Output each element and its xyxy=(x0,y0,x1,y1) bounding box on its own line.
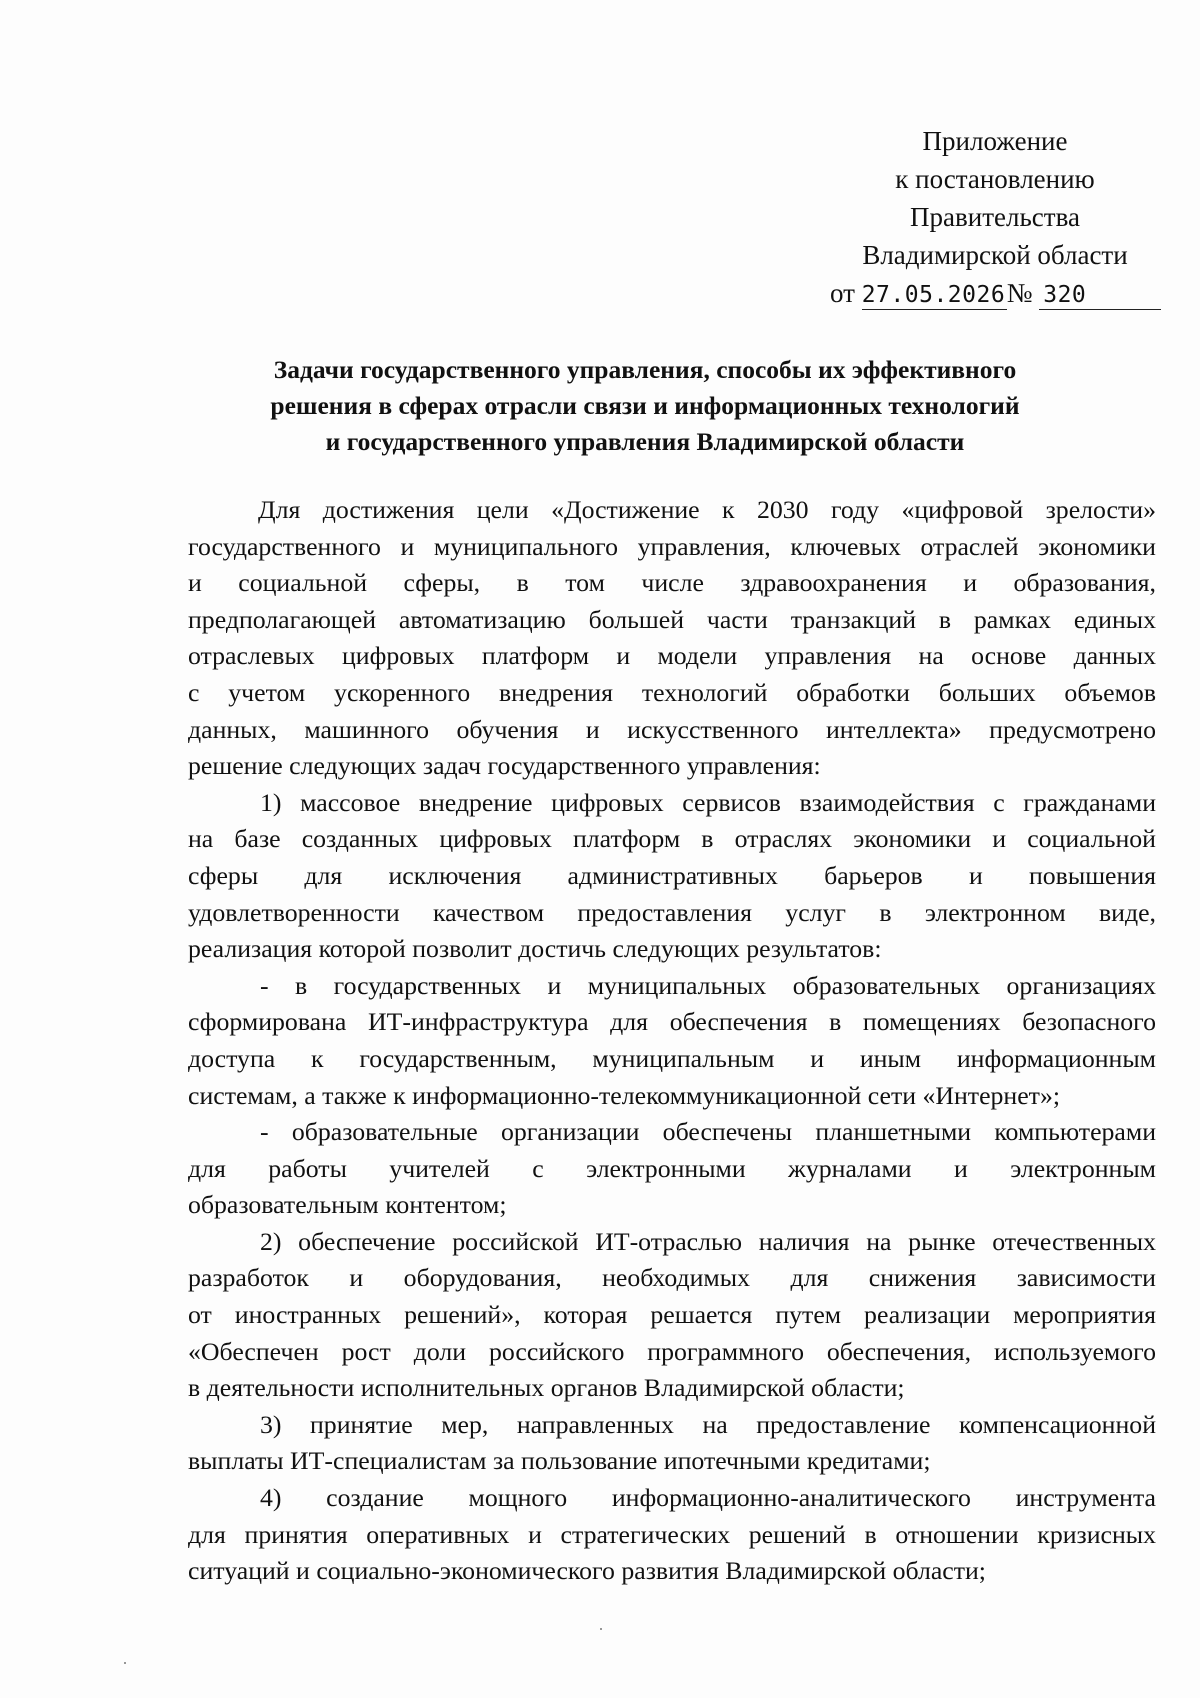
text-line: Для достижения цели «Достижение к 2030 году «цифровой зрелости» xyxy=(258,495,1156,524)
text-line: в деятельности исполнительных органов Владимирской области; xyxy=(188,1373,905,1403)
text-line: государственного и муниципального управления, ключевых отраслей экономики xyxy=(188,531,1156,561)
document-body xyxy=(188,492,1156,1590)
text-line: - образовательные организации обеспечены планшетными компьютерами xyxy=(260,1117,1156,1147)
text-line: данных, машинного обучения и искусственного интеллекта» предусмотрено xyxy=(188,714,1156,744)
title-line: решения в сферах отрасли связи и информационных технологий xyxy=(270,391,1020,420)
text-line: сферы для исключения административных барьеров и повышения xyxy=(188,860,1156,890)
text-line: сформирована ИТ-инфраструктура для обеспечения в помещениях безопасного xyxy=(188,1007,1156,1037)
decree-date: 27.05.2026 xyxy=(861,282,1006,308)
text-line: с учетом ускоренного внедрения технологий обработки больших объемов xyxy=(188,677,1156,707)
text-line: системам, а также к информационно-телекоммуникационной сети «Интернет»; xyxy=(188,1080,1061,1110)
text-line: 4) создание мощного информационно-аналитического инструмента xyxy=(260,1483,1156,1513)
text-line: доступа к государственным, муниципальным и иным информационным xyxy=(188,1043,1156,1073)
text-line: предполагающей автоматизацию большей части транзакций в рамках единых xyxy=(188,604,1156,634)
text-line: 3) принятие мер, направленных на предоставление компенсационной xyxy=(260,1409,1156,1439)
text-line: ситуаций и социально-экономического развития Владимирской области; xyxy=(188,1556,986,1586)
text-line: выплаты ИТ-специалистам за пользование ипотечными кредитами; xyxy=(188,1446,931,1476)
appendix-line: Правительства xyxy=(910,202,1080,232)
paragraph-task-1 xyxy=(188,785,1156,968)
date-prefix: от xyxy=(830,278,855,308)
text-line: удовлетворенности качеством предоставления услуг в электронном виде, xyxy=(188,897,1156,927)
decree-date-number-line xyxy=(830,274,1160,312)
appendix-line: Владимирской области xyxy=(862,240,1128,270)
paragraph-result-1 xyxy=(188,968,1156,1114)
text-line: решение следующих задач государственного управления: xyxy=(188,751,821,781)
paragraph-intro xyxy=(188,492,1156,785)
scan-speck xyxy=(600,1628,602,1630)
text-line: 1) массовое внедрение цифровых сервисов взаимодействия с гражданами xyxy=(260,787,1156,817)
text-line: - в государственных и муниципальных образовательных организациях xyxy=(260,970,1156,1000)
text-line: разработок и оборудования, необходимых для снижения зависимости xyxy=(188,1263,1156,1293)
text-line: от иностранных решений», которая решается путем реализации мероприятия xyxy=(188,1300,1156,1330)
text-line: для работы учителей с электронными журналами и электронным xyxy=(188,1153,1156,1183)
appendix-line: Приложение xyxy=(922,126,1068,156)
paragraph-task-4 xyxy=(188,1480,1156,1590)
text-line: отраслевых цифровых платформ и модели управления на основе данных xyxy=(188,641,1156,671)
paragraph-task-3 xyxy=(188,1407,1156,1480)
number-sign: № xyxy=(1006,278,1033,308)
scan-speck xyxy=(124,1662,126,1664)
paragraph-task-2 xyxy=(188,1224,1156,1407)
paragraph-result-2 xyxy=(188,1114,1156,1224)
decree-number: 320 xyxy=(1039,281,1161,310)
text-line: реализация которой позволит достичь следующих результатов: xyxy=(188,934,882,964)
appendix-line: к постановлению xyxy=(895,164,1095,194)
text-line: 2) обеспечение российской ИТ-отраслью наличия на рынке отечественных xyxy=(260,1226,1156,1256)
text-line: «Обеспечен рост доли российского программного обеспечения, используемого xyxy=(188,1336,1156,1366)
title-line: Задачи государственного управления, способы их эффективного xyxy=(273,355,1017,384)
text-line: образовательным контентом; xyxy=(188,1190,507,1220)
text-line: для принятия оперативных и стратегических решений в отношении кризисных xyxy=(188,1519,1156,1549)
appendix-header xyxy=(830,122,1160,312)
title-line: и государственного управления Владимирской области xyxy=(325,427,965,456)
document-title xyxy=(190,352,1100,460)
text-line: на базе созданных цифровых платформ в отраслях экономики и социальной xyxy=(188,824,1156,854)
text-line: и социальной сферы, в том числе здравоохранения и образования, xyxy=(188,568,1156,598)
